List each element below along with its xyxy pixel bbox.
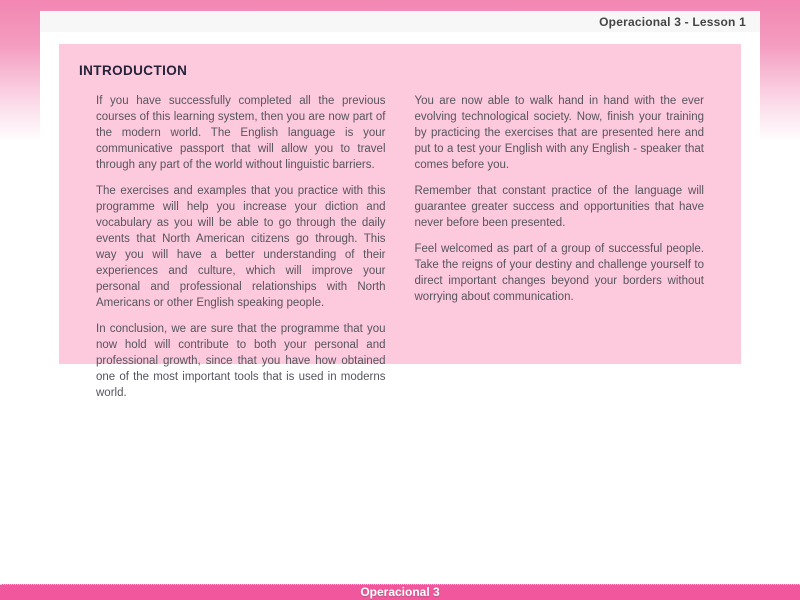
left-column xyxy=(96,93,386,411)
intro-paragraph: In conclusion, we are sure that the programme that you now hold will contribute to both your personal and professional growth, since that you have how obtained one of the most important tools that is used in moderns world. xyxy=(96,323,386,399)
footer-course-label: Operacional 3 xyxy=(360,585,440,599)
introduction-heading: INTRODUCTION xyxy=(79,63,188,78)
introduction-card xyxy=(59,44,741,399)
intro-paragraph: Remember that constant practice of the language will guarantee greater success and opportunities that have never before been presented. xyxy=(414,185,704,229)
page-header-bar xyxy=(40,11,760,32)
intro-paragraph: Feel welcomed as part of a group of successful people. Take the reigns of your destiny and challenge yourself to direct important changes beyond your borders without worrying about communication. xyxy=(414,243,704,303)
lesson-page xyxy=(40,11,760,584)
lesson-title: Operacional 3 - Lesson 1 xyxy=(599,15,746,29)
footer-bar xyxy=(0,584,800,600)
text-columns xyxy=(79,93,721,411)
right-column xyxy=(415,93,705,411)
intro-paragraph: You are now able to walk hand in hand with the ever evolving technological society. Now, finish your training by practicing the exercises that are presented here and put to a test your English with any English - speaker that comes before you. xyxy=(414,95,704,171)
intro-paragraph: If you have successfully completed all the previous courses of this learning system, then you are now part of the modern world. The English language is your communicative passport that will allow you to travel through any part of the world without linguistic barriers. xyxy=(96,95,386,171)
intro-paragraph: The exercises and examples that you practice with this programme will help you increase your diction and vocabulary as you will be able to go through the daily events that North American citizens go through. This way you will have a better understanding of their experiences and culture, which will improve your personal and professional relationships with North Americans or other English speaking people. xyxy=(96,185,386,309)
